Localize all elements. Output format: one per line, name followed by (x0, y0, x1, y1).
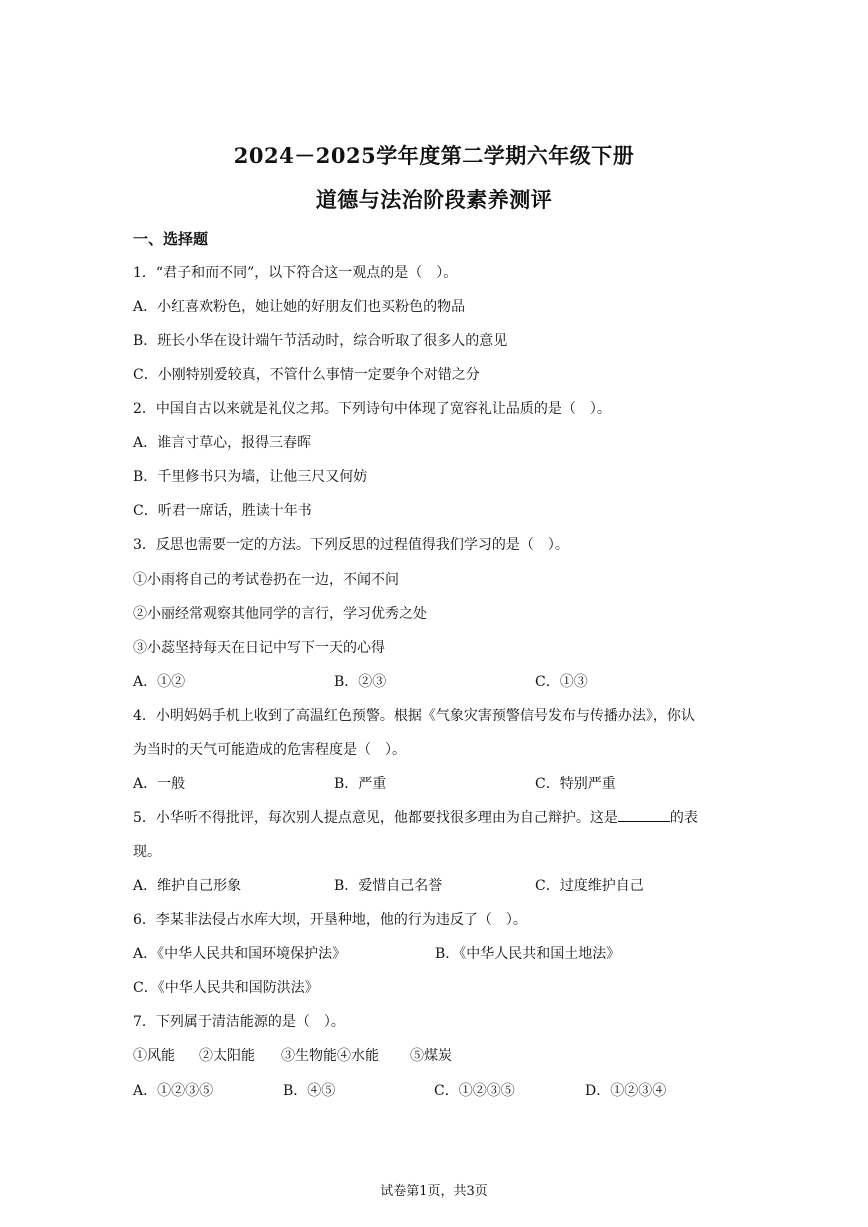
question-3-option-b[interactable]: B．②③ (334, 674, 387, 690)
question-2-option-c[interactable]: C．听君一席话，胜读十年书 (133, 503, 312, 519)
question-4-stem-line-2: 为当时的天气可能造成的危害程度是（ ）。 (133, 742, 406, 758)
question-6-option-a[interactable]: A．《中华人民共和国环境保护法》 (133, 946, 347, 962)
question-2-option-a[interactable]: A．谁言寸草心，报得三春晖 (133, 435, 312, 451)
page-footer: 试卷第1页，共3页 (380, 1184, 488, 1199)
question-1-stem: 1．“君子和而不同”，以下符合这一观点的是（ ）。 (133, 265, 458, 281)
question-6-option-c[interactable]: C．《中华人民共和国防洪法》 (133, 980, 319, 996)
question-5-option-c[interactable]: C．过度维护自己 (535, 878, 644, 894)
question-5-stem-text: 5．小华听不得批评，每次别人提点意见，他都要找很多理由为自己辩护。这是 (133, 810, 618, 826)
question-6-stem: 6．李某非法侵占水库大坝，开垦种地，他的行为违反了（ ）。 (133, 912, 527, 928)
question-4-option-c[interactable]: C．特别严重 (535, 776, 616, 792)
question-3-statement-3: ③小蕊坚持每天在日记中写下一天的心得 (133, 640, 385, 656)
exam-title: 2024－2025学年度第二学期六年级下册 (233, 143, 635, 168)
question-7-item-2: ②太阳能 (199, 1048, 255, 1064)
question-3-option-a[interactable]: A．①② (133, 674, 186, 690)
question-1-option-b[interactable]: B．班长小华在设计端午节活动时，综合听取了很多人的意见 (133, 333, 508, 349)
question-7-option-b[interactable]: B．④⑤ (283, 1083, 336, 1099)
question-1-option-c[interactable]: C．小刚特别爱较真，不管什么事情一定要争个对错之分 (133, 367, 480, 383)
question-7-item-4: ⑤煤炭 (410, 1048, 452, 1064)
exam-subtitle: 道德与法治阶段素养测评 (315, 187, 553, 212)
question-5-stem-tail: 的表 (669, 810, 698, 826)
question-3-statement-2: ②小丽经常观察其他同学的言行，学习优秀之处 (133, 606, 427, 622)
question-7-item-3: ③生物能④水能 (281, 1048, 379, 1064)
question-4-stem-line-1: 4．小明妈妈手机上收到了高温红色预警。根据《气象灾害预警信号发布与传播办法》，你认 (133, 708, 695, 724)
question-1-option-a[interactable]: A．小红喜欢粉色，她让她的好朋友们也买粉色的物品 (133, 299, 466, 315)
question-7-option-d[interactable]: D．①②③④ (585, 1083, 667, 1099)
question-5-stem-line-2: 现。 (133, 844, 161, 860)
question-2-stem: 2．中国自古以来就是礼仪之邦。下列诗句中体现了宽容礼让品质的是（ ）。 (133, 401, 611, 417)
question-3-option-c[interactable]: C．①③ (535, 674, 588, 690)
question-5-option-b[interactable]: B．爱惜自己名誉 (334, 878, 443, 894)
question-5-stem-line-1 (133, 807, 698, 827)
question-7-stem: 7．下列属于清洁能源的是（ ）。 (133, 1014, 345, 1030)
question-6-option-b[interactable]: B．《中华人民共和国土地法》 (435, 946, 621, 962)
question-2-option-b[interactable]: B．千里修书只为墙，让他三尺又何妨 (133, 469, 368, 485)
question-7-option-a[interactable]: A．①②③⑤ (133, 1083, 214, 1099)
section-heading: 一、选择题 (133, 230, 209, 248)
question-3-statement-1: ①小雨将自己的考试卷扔在一边，不闻不问 (133, 572, 399, 588)
question-7-item-1: ①风能 (133, 1048, 175, 1064)
question-4-option-a[interactable]: A．一般 (133, 776, 186, 792)
question-7-option-c[interactable]: C．①②③⑤ (434, 1083, 515, 1099)
answer-blank[interactable] (618, 807, 670, 822)
question-3-stem: 3．反思也需要一定的方法。下列反思的过程值得我们学习的是（ ）。 (133, 537, 569, 553)
question-4-option-b[interactable]: B．严重 (334, 776, 387, 792)
question-5-option-a[interactable]: A．维护自己形象 (133, 878, 242, 894)
